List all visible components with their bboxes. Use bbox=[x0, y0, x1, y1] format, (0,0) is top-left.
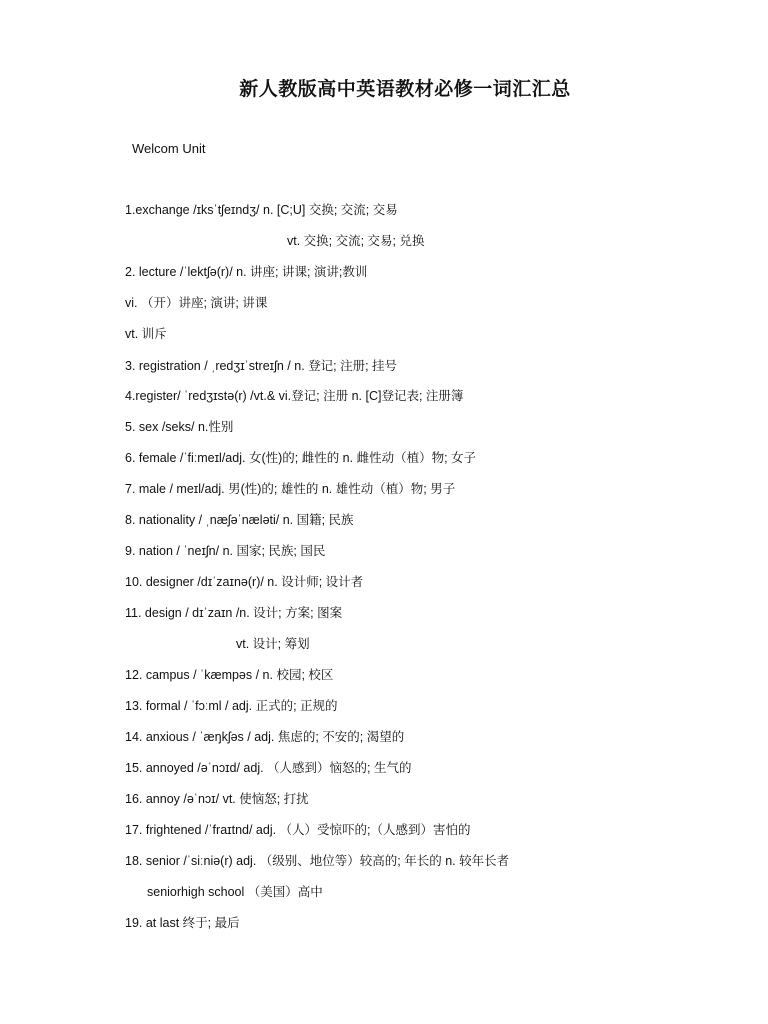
vocab-line: 19. at last 终于; 最后 bbox=[125, 916, 240, 930]
vocab-line: 4.register/ ˈredʒɪstə(r) /vt.& vi.登记; 注册 n. [C]登记表; 注册簿 bbox=[125, 389, 464, 403]
vocab-line: 11. design / dɪˈzaɪn /n. 设计; 方案; 图案 bbox=[125, 606, 343, 620]
page-title: 新人教版高中英语教材必修一词汇汇总 bbox=[239, 78, 571, 100]
vocab-line: 13. formal / ˈfɔːml / adj. 正式的; 正规的 bbox=[125, 699, 338, 713]
vocab-line: 16. annoy /əˈnɔɪ/ vt. 使恼怒; 打扰 bbox=[125, 792, 309, 806]
vocab-line: 5. sex /seks/ n.性别 bbox=[125, 420, 234, 434]
vocab-line: vi. （开）讲座; 演讲; 讲课 bbox=[125, 296, 268, 310]
vocab-line: 14. anxious / ˈæŋkʃəs / adj. 焦虑的; 不安的; 渴望的 bbox=[125, 730, 405, 744]
vocab-line: 8. nationality / ˌnæʃəˈnæləti/ n. 国籍; 民族 bbox=[125, 513, 354, 527]
vocab-line: 15. annoyed /əˈnɔɪd/ adj. （人感到）恼怒的; 生气的 bbox=[125, 761, 412, 775]
vocab-line: seniorhigh school （美国）高中 bbox=[147, 885, 323, 899]
vocab-line: vt. 设计; 筹划 bbox=[236, 637, 310, 651]
vocab-line: vt. 交换; 交流; 交易; 兑换 bbox=[287, 234, 425, 248]
unit-heading: Welcom Unit bbox=[132, 141, 206, 156]
vocab-line: 3. registration / ˌredʒɪˈstreɪʃn / n. 登记; 注册; 挂号 bbox=[125, 359, 398, 373]
vocab-line: 7. male / meɪl/adj. 男(性)的; 雄性的 n. 雄性动（植）物; 男子 bbox=[125, 482, 456, 496]
vocab-line: 6. female /ˈfiːmeɪl/adj. 女(性)的; 雌性的 n. 雌性动（植）物; 女子 bbox=[125, 451, 477, 465]
vocab-line: 2. lecture /ˈlektʃə(r)/ n. 讲座; 讲课; 演讲;教训 bbox=[125, 265, 368, 279]
vocab-line: 10. designer /dɪˈzaɪnə(r)/ n. 设计师; 设计者 bbox=[125, 575, 364, 589]
vocab-line: 12. campus / ˈkæmpəs / n. 校园; 校区 bbox=[125, 668, 334, 682]
vocab-line: 9. nation / ˈneɪʃn/ n. 国家; 民族; 国民 bbox=[125, 544, 326, 558]
vocab-line: 1.exchange /ɪksˈtʃeɪndʒ/ n. [C;U] 交换; 交流; 交易 bbox=[125, 203, 398, 217]
vocab-line: vt. 训斥 bbox=[125, 327, 167, 341]
vocab-line: 17. frightened /ˈfraɪtnd/ adj. （人）受惊吓的;（人感到）害怕的 bbox=[125, 823, 471, 837]
vocab-line: 18. senior /ˈsiːniə(r) adj. （级别、地位等）较高的; 年长的 n. 较年长者 bbox=[125, 854, 510, 868]
